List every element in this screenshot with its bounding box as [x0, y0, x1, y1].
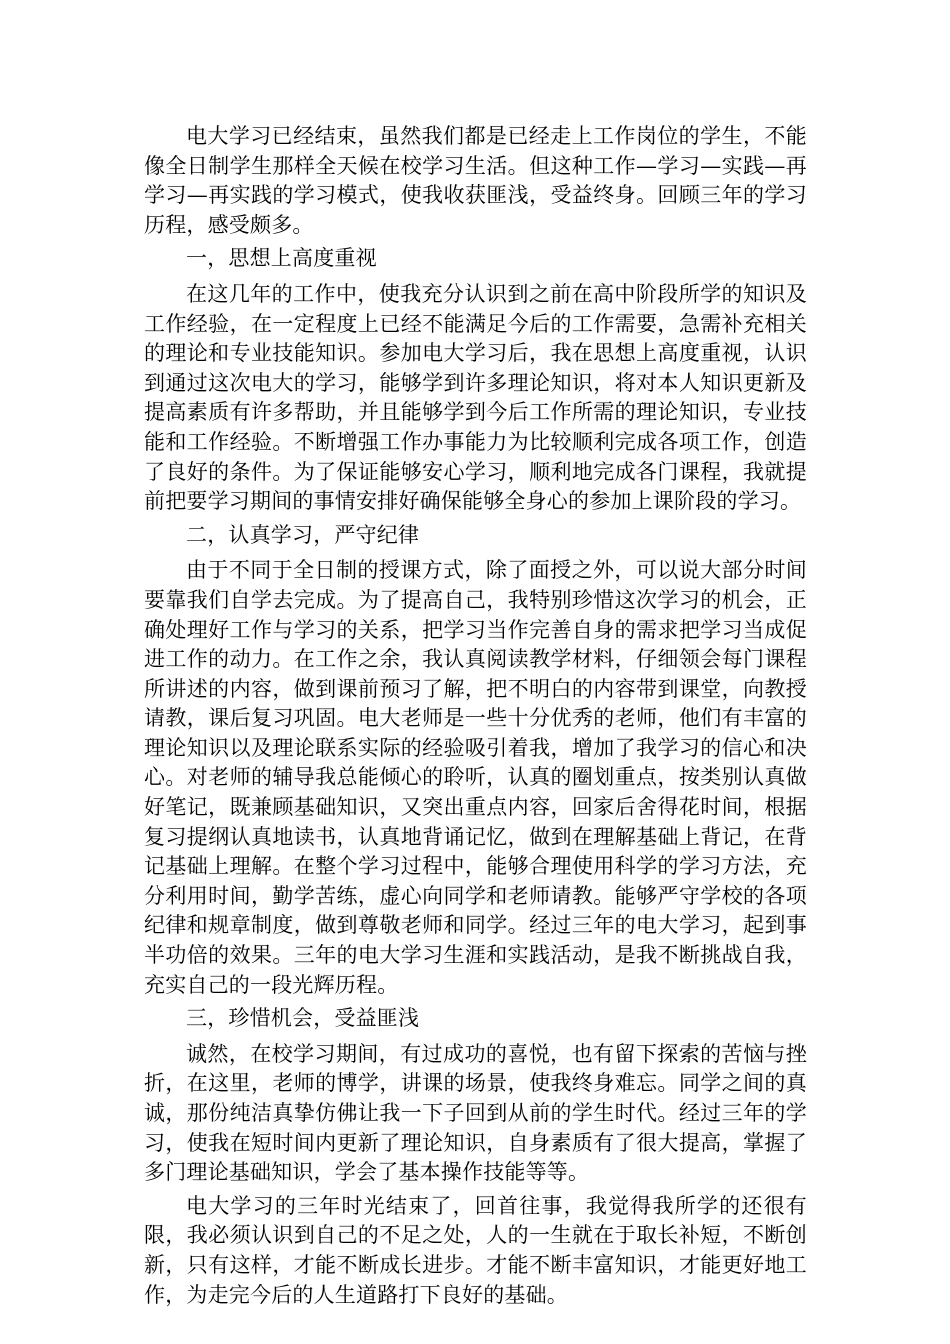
section-heading-1: 一，思想上高度重视: [186, 246, 377, 271]
document-body: [144, 122, 807, 1314]
section-2-paragraph: 由于不同于全日制的授课方式，除了面授之外，可以说大部分时间要靠我们自学去完成。为了提高自己，我特别珍惜这次学习的机会，正确处理好工作与学习的关系，把学习当作完善自身的需求把学习当成促进工作的动力。在工作之余，我认真阅读教学材料，仔细领会每门课程所讲述的内容，做到课前预习了解，把不明白的内容带到课堂，向教授请教，课后复习巩固。电大老师是一些十分优秀的老师，他们有丰富的理论知识以及理论联系实际的经验吸引着我，增加了我学习的信心和决心。对老师的辅导我总能倾心的聆听，认真的圈划重点，按类别认真做好笔记，既兼顾基础知识，又突出重点内容，回家后舍得花时间，根据复习提纲认真地读书，认真地背诵记忆，做到在理解基础上背记，在背记基础上理解。在整个学习过程中，能够合理使用科学的学习方法，充分利用时间，勤学苦练，虚心向同学和老师请教。能够严守学校的各项纪律和规章制度，做到尊敬老师和同学。经过三年的电大学习，起到事半功倍的效果。三年的电大学习生涯和实践活动，是我不断挑战自我，充实自己的一段光辉历程。: [144, 558, 807, 997]
intro-paragraph: 电大学习已经结束，虽然我们都是已经走上工作岗位的学生，不能像全日制学生那样全天候在校学习生活。但这种工作—学习—实践—再学习—再实践的学习模式，使我收获匪浅，受益终身。回顾三年的学习历程，感受颇多。: [144, 124, 807, 237]
section-3-paragraph: 诚然，在校学习期间，有过成功的喜悦，也有留下探索的苦恼与挫折，在这里，老师的博学，讲课的场景，使我终身难忘。同学之间的真诚，那份纯洁真挚仿佛让我一下子回到从前的学生时代。经过三年的学习，使我在短时间内更新了理论知识，自身素质有了很大提高，掌握了多门理论基础知识，学会了基本操作技能等等。: [144, 1041, 807, 1185]
section-heading-2: 二，认真学习，严守纪律: [186, 522, 420, 547]
closing-paragraph: 电大学习的三年时光结束了，回首往事，我觉得我所学的还很有限，我必须认识到自己的不足之处，人的一生就在于取长补短，不断创新，只有这样，才能不断成长进步。才能不断丰富知识，才能更好地工作，为走完今后的人生道路打下良好的基础。: [144, 1193, 807, 1307]
section-1-paragraph: 在这几年的工作中，使我充分认识到之前在高中阶段所学的知识及工作经验，在一定程度上已经不能满足今后的工作需要，急需补充相关的理论和专业技能知识。参加电大学习后，我在思想上高度重视，认识到通过这次电大的学习，能够学到许多理论知识，将对本人知识更新及提高素质有许多帮助，并且能够学到今后工作所需的理论知识，专业技能和工作经验。不断增强工作办事能力为比较顺利完成各项工作，创造了良好的条件。为了保证能够安心学习，顺利地完成各门课程，我就提前把要学习期间的事情安排好确保能够全身心的参加上课阶段的学习。: [144, 281, 807, 514]
section-heading-3: 三，珍惜机会，受益匪浅: [186, 1006, 420, 1031]
